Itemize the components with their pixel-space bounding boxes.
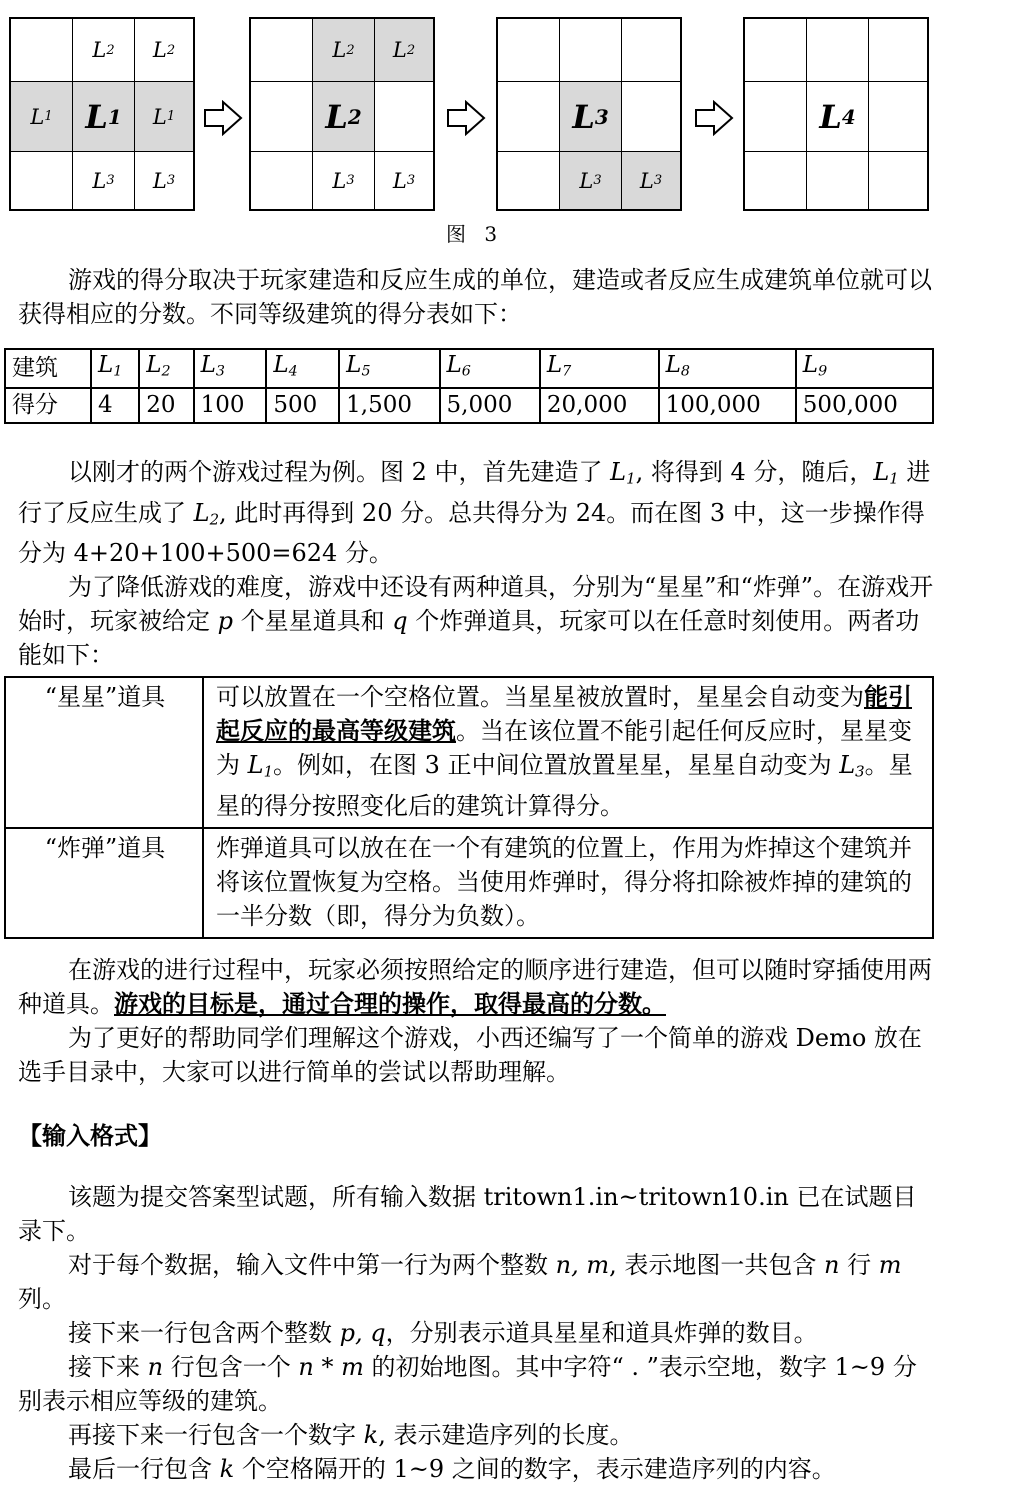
grid-cell: L 1 [73, 82, 135, 152]
grid-cell-label: L [332, 168, 347, 193]
grid-cell-label: L [325, 97, 348, 136]
figure-caption: 图 3 [446, 222, 504, 246]
arrow-right-icon [446, 100, 486, 136]
arrow-right-icon [694, 100, 734, 136]
grid-cell: L 3 [560, 82, 622, 152]
grid-cell: L 3 [152, 168, 176, 193]
grid-step-2 [249, 17, 435, 211]
tools-table-row-bomb [5, 828, 933, 938]
grid-cell [869, 82, 927, 152]
grid-cell-label: L [579, 168, 594, 193]
grid-cell: L 2 [375, 19, 433, 82]
score-table-value: 1,500 [339, 388, 439, 423]
score-table-label: 建筑 [5, 349, 91, 388]
grid-cell [745, 19, 807, 82]
grid-cell [375, 82, 433, 152]
input-line-3: 接下来一行包含两个整数 p, q，分别表示道具星星和道具炸弹的数目。 [68, 1319, 818, 1347]
score-table-row-score [5, 388, 933, 423]
grid-cell: L 4 [807, 82, 869, 152]
grid-cell-label: L [92, 168, 107, 193]
rules-text: 在游戏的进行过程中，玩家必须按照给定的顺序进行建造，但可以随时穿插使用两种道具。游戏的目标是，通过合理的操作，取得最高的分数。 [18, 956, 932, 1018]
grid-cell [745, 82, 807, 152]
grid-cell: L 3 [313, 152, 375, 209]
score-table-level: $L_1$ [91, 349, 139, 388]
star-tool-desc: 可以放置在一个空格位置。当星星被放置时，星星会自动变为能引起反应的最高等级建筑。当在该位置不能引起任何反应时，星星变为 $L_1$。例如，在图 3 正中间位置放置星星，星星自动变为 $L_3$。星星的得分按照变化后的建筑计算得分。 [203, 677, 933, 828]
grid-cell [560, 19, 622, 82]
score-table-level: $L_4$ [266, 349, 339, 388]
grid-cell: L 3 [73, 152, 135, 209]
grid-cell [622, 82, 680, 152]
score-table-level: $L_9$ [796, 349, 933, 388]
example-text: 以刚才的两个游戏过程为例。图 2 中，首先建造了 $L_1$, 将得到 4 分，随后，$L_1$ 进行了反应生成了 $L_2$, 此时再得到 20 分。总共得分为 24。而在图 3 中，这一步操作得分为 4+20+100+500=624 分。 [18, 458, 931, 568]
score-table-value: 100 [194, 388, 267, 423]
grid-cell [11, 152, 73, 209]
grid-cell [498, 19, 560, 82]
input-line-6: 最后一行包含 k 个空格隔开的 1~9 之间的数字，表示建造序列的内容。 [68, 1455, 836, 1483]
score-table-level: $L_2$ [139, 349, 193, 388]
rules-paragraphs [18, 953, 938, 1089]
grid-cell [498, 82, 560, 152]
grid-cell [869, 19, 927, 82]
grid-cell: L 3 [622, 152, 680, 209]
grid-cell: L 3 [392, 168, 416, 193]
score-table-level: $L_6$ [440, 349, 540, 388]
score-table [4, 348, 934, 424]
grid-cell-label: L [92, 38, 107, 62]
input-line-5: 再接下来一行包含一个数字 k, 表示建造序列的长度。 [68, 1421, 634, 1449]
demo-text: 为了更好的帮助同学们理解这个游戏，小西还编写了一个简单的游戏 Demo 放在选手目录中，大家可以进行简单的尝试以帮助理解。 [18, 1024, 922, 1086]
grid-cell: L 2 [313, 82, 375, 152]
score-table-level: $L_8$ [659, 349, 796, 388]
grid-cell-label: L [332, 38, 347, 62]
score-table-level: $L_5$ [339, 349, 439, 388]
grid-cell [251, 82, 313, 152]
grid-cell [807, 152, 869, 209]
input-format-paragraphs [18, 1180, 938, 1486]
grid-cell: L 1 [11, 82, 73, 152]
example-paragraphs [18, 455, 938, 672]
grid-cell [807, 19, 869, 82]
tools-table [4, 676, 934, 939]
bomb-tool-desc: 炸弹道具可以放在在一个有建筑的位置上，作用为炸掉这个建筑并将该位置恢复为空格。当使用炸弹时，得分将扣除被炸掉的建筑的一半分数（即，得分为负数）。 [203, 828, 933, 938]
intro-paragraph [18, 263, 938, 331]
grid-cell: L 2 [135, 19, 193, 82]
grid-cell-label: L [392, 168, 407, 193]
intro-text: 游戏的得分取决于玩家建造和反应生成的单位，建造或者反应生成建筑单位就可以获得相应的分数。不同等级建筑的得分表如下： [18, 266, 932, 328]
score-table-value: 500,000 [796, 388, 933, 423]
tools-table-row-star [5, 677, 933, 828]
grid-cell [745, 152, 807, 209]
grid-cell [622, 19, 680, 82]
grid-cell [498, 152, 560, 209]
grid-cell [11, 19, 73, 82]
grid-step-4 [743, 17, 929, 211]
score-table-level: $L_3$ [194, 349, 267, 388]
score-table-level: $L_7$ [540, 349, 659, 388]
star-tool-name: “星星”道具 [5, 677, 203, 828]
grid-cell-label: L [152, 104, 167, 129]
score-table-value: 4 [91, 388, 139, 423]
grid-cell [251, 19, 313, 82]
input-line-1: 该题为提交答案型试题，所有输入数据 tritown1.in~tritown10.in 已在试题目录下。 [18, 1183, 917, 1245]
grid-cell: L 2 [313, 19, 375, 82]
grid-cell-label: L [819, 97, 842, 136]
score-table-value: 5,000 [440, 388, 540, 423]
grid-cell: L 2 [73, 19, 135, 82]
grid-cell-label: L [639, 168, 654, 193]
grid-cell [251, 152, 313, 209]
grid-cell-label: L [152, 168, 167, 193]
input-line-2: 对于每个数据，输入文件中第一行为两个整数 n, m, 表示地图一共包含 n 行 m 列。 [18, 1251, 902, 1313]
score-table-value: 20 [139, 388, 193, 423]
grid-cell: L 1 [135, 82, 193, 152]
score-table-row-building [5, 349, 933, 388]
grid-step-3 [496, 17, 682, 211]
arrow-right-icon [203, 100, 243, 136]
tools-intro-text: 为了降低游戏的难度，游戏中还设有两种道具，分别为“星星”和“炸弹”。在游戏开始时，玩家被给定 p 个星星道具和 q 个炸弹道具，玩家可以在任意时刻使用。两者功能如下： [18, 573, 934, 670]
score-table-label: 得分 [5, 388, 91, 423]
input-format-heading: 【输入格式】 [18, 1122, 162, 1150]
bomb-tool-name: “炸弹”道具 [5, 828, 203, 938]
grid-cell-label: L [392, 38, 407, 62]
grid-step-1 [9, 17, 195, 211]
grid-cell-label: L [85, 97, 108, 136]
score-table-value: 20,000 [540, 388, 659, 423]
grid-cell: L 3 [560, 152, 622, 209]
grid-cell-label: L [152, 38, 167, 62]
score-table-value: 500 [266, 388, 339, 423]
grid-cell-label: L [30, 104, 45, 129]
input-line-4: 接下来 n 行包含一个 n * m 的初始地图。其中字符“ . ”表示空地，数字 1~9 分别表示相应等级的建筑。 [18, 1353, 917, 1415]
score-table-value: 100,000 [659, 388, 796, 423]
grid-cell-label: L [572, 97, 595, 136]
grid-cell [869, 152, 927, 209]
